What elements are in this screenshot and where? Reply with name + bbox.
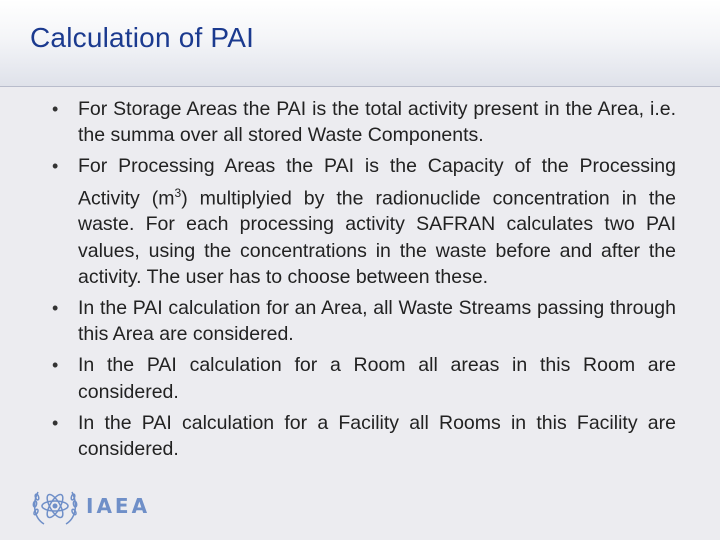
slide-header — [0, 0, 720, 87]
bullet-text-end: ) multiplyied by the radionuclide concentration in the waste. For each processing activity SAFRAN calculates two PAI values, using the concentrations in the waste before and after the activity. The user has to choose between these. — [78, 187, 676, 288]
bullet-item-processing-areas — [52, 153, 676, 290]
slide-title: Calculation of PAI — [30, 22, 255, 53]
bullet-text: In the PAI calculation for a Facility all Rooms in this Facility are considered. — [78, 411, 676, 460]
superscript-exponent: 3 — [174, 185, 182, 200]
slide-content — [52, 96, 676, 467]
bullet-dot-icon: • — [52, 355, 59, 376]
bullet-text: In the PAI calculation for an Area, all Waste Streams passing through this Area are considered. — [78, 296, 676, 346]
bullet-text: For Storage Areas the PAI is the total activity present in the Area, i.e. the summa over all stored Waste Components. — [78, 98, 676, 147]
iaea-logo — [30, 482, 170, 530]
bullet-dot-icon: • — [52, 99, 59, 119]
bullet-item-area-calculation — [52, 295, 676, 347]
bullet-item-facility-calculation — [52, 410, 676, 462]
bullet-item-storage-areas — [52, 96, 676, 148]
bullet-dot-icon: • — [52, 297, 59, 318]
bullet-text: In the PAI calculation for a Room all areas in this Room are considered. — [78, 354, 676, 403]
bullet-list — [52, 96, 676, 462]
iaea-emblem-icon — [30, 482, 80, 530]
bullet-text-start: For Processing Areas the PAI is the Capacity of the Processing Activity (m — [78, 155, 676, 210]
iaea-logo-text: IAEA — [86, 494, 151, 518]
bullet-dot-icon: • — [52, 412, 59, 433]
bullet-item-room-calculation — [52, 352, 676, 404]
bullet-dot-icon: • — [52, 156, 59, 177]
